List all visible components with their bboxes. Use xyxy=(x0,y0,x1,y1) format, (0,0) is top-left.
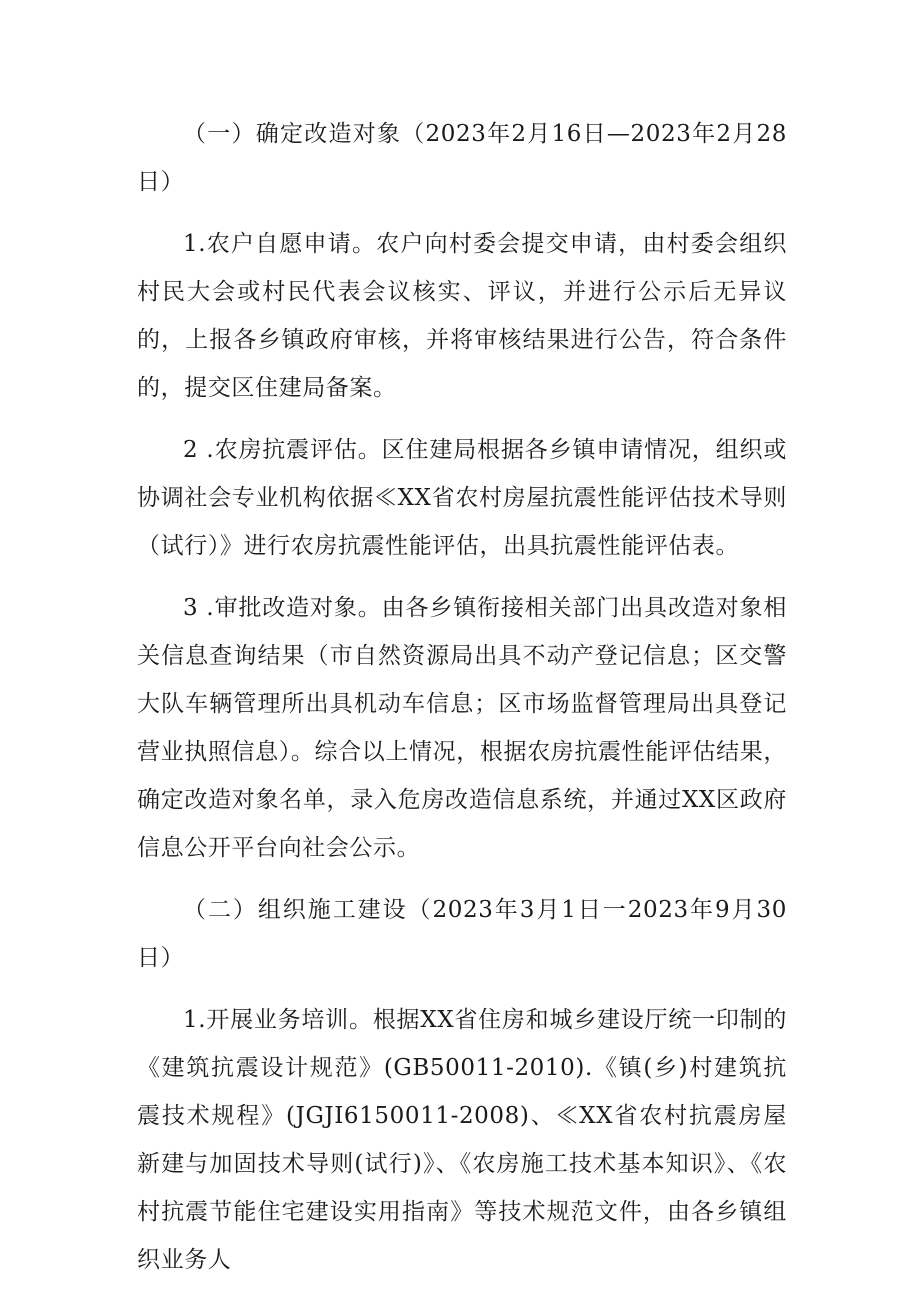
paragraph-item-2-1: 1.开展业务培训。根据XX省住房和城乡建设厅统一印制的《建筑抗震设计规范》(GB50011-2010).《镇(乡)村建筑抗震技术规程》(JGJI6150011-2008)、≪XX省农村抗震房屋新建与加固技术导则(试行)》、《农房施工技术基本知识》、《农村抗震节能住宅建设实用指南》等技术规范文件，由各乡镇组织业务人 xyxy=(137,1007,787,1273)
document-body xyxy=(137,110,787,1298)
paragraph-item-1-2: 2 .农房抗震评估。区住建局根据各乡镇申请情况，组织或协调社会专业机构依据≪XX省农村房屋抗震性能评估技术导则（试行）》进行农房抗震性能评估，出具抗震性能评估表。 xyxy=(137,437,787,559)
paragraph-item-1-1: 1.农户自愿申请。农户向村委会提交申请，由村委会组织村民大会或村民代表会议核实、评议，并进行公示后无异议的，上报各乡镇政府审核，并将审核结果进行公告，符合条件的，提交区住建局备案。 xyxy=(137,231,787,401)
section-heading-2: （二）组织施工建设（2023年3月1日一2023年9月30日） xyxy=(137,897,787,971)
paragraph-item-1-3: 3 .审批改造对象。由各乡镇衔接相关部门出具改造对象相关信息查询结果（市自然资源局出具不动产登记信息；区交警大队车辆管理所出具机动车信息；区市场监督管理局出具登记营业执照信息）。综合以上情况，根据农房抗震性能评估结果，确定改造对象名单，录入危房改造信息系统，并通过XX区政府信息公开平台向社会公示。 xyxy=(137,595,787,861)
section-heading-1: （一）确定改造对象（2023年2月16日—2023年2月28日） xyxy=(137,121,787,195)
